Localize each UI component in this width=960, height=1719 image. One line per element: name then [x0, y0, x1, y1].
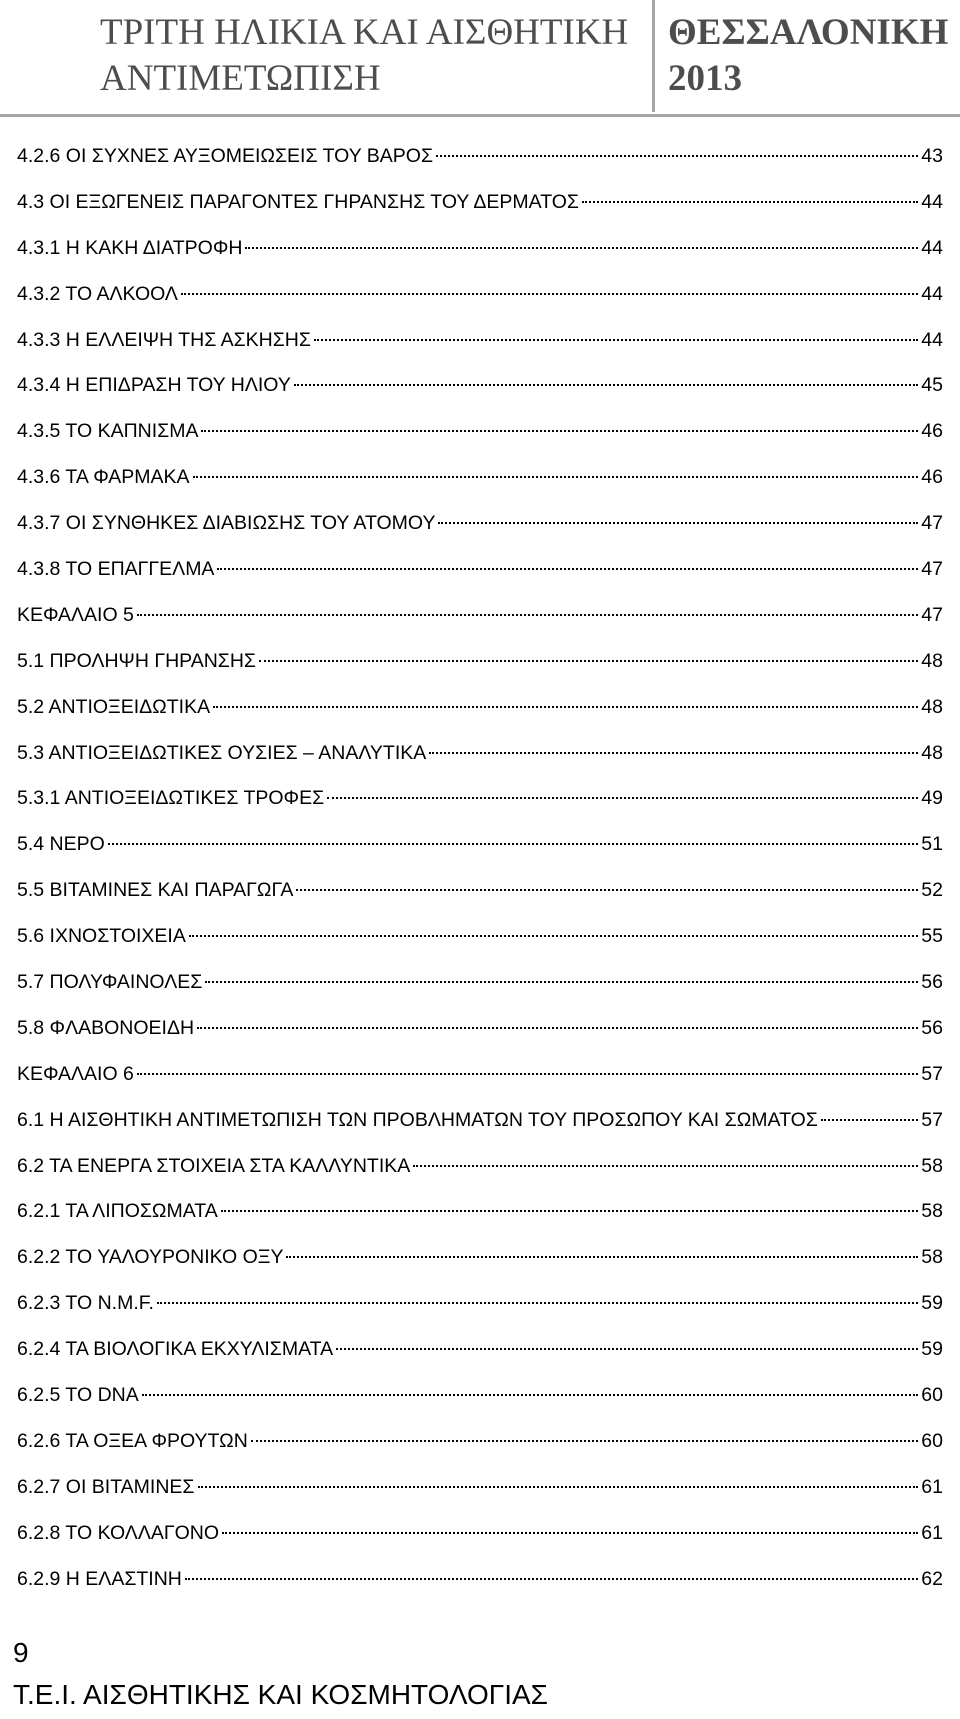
toc-dot-leader	[221, 1210, 919, 1212]
toc-dot-leader	[294, 384, 918, 386]
toc-entry[interactable]	[17, 1474, 943, 1520]
toc-entry-page: 60	[921, 1384, 943, 1407]
toc-dot-leader	[582, 201, 918, 203]
toc-entry[interactable]	[17, 740, 943, 786]
toc-entry-page: 48	[921, 649, 943, 672]
toc-entry-title: ΚΕΦΑΛΑΙΟ 5	[17, 603, 134, 626]
toc-entry-page: 47	[921, 512, 943, 535]
toc-entry-page: 44	[921, 190, 943, 213]
toc-entry-title: 4.3 ΟΙ ΕΞΩΓΕΝΕΙΣ ΠΑΡΑΓΟΝΤΕΣ ΓΗΡΑΝΣΗΣ ΤΟΥ ΔΕΡΜΑΤΟΣ	[17, 190, 579, 213]
toc-entry-title: 6.2.4 ΤΑ ΒΙΟΛΟΓΙΚΑ ΕΚΧΥΛΙΣΜΑΤΑ	[17, 1338, 334, 1361]
toc-entry-title: 5.4 ΝΕΡΟ	[17, 833, 105, 856]
toc-entry-page: 47	[921, 603, 943, 626]
toc-entry[interactable]	[17, 1061, 943, 1107]
toc-dot-leader	[436, 155, 918, 157]
header-year: 2013	[668, 58, 742, 99]
toc-entry-page: 58	[921, 1154, 943, 1177]
toc-entry[interactable]	[17, 1107, 943, 1153]
toc-entry-title: 5.1 ΠΡΟΛΗΨΗ ΓΗΡΑΝΣΗΣ	[17, 649, 256, 672]
toc-entry-page: 60	[921, 1429, 943, 1452]
toc-entry-page: 52	[921, 879, 943, 902]
toc-entry-title: 4.3.4 Η ΕΠΙΔΡΑΣΗ ΤΟΥ ΗΛΙΟΥ	[17, 374, 291, 397]
toc-entry-page: 61	[921, 1475, 943, 1498]
toc-entry-title: 5.5 ΒΙΤΑΜΙΝΕΣ ΚΑΙ ΠΑΡΑΓΩΓΑ	[17, 879, 294, 902]
toc-dot-leader	[189, 935, 918, 937]
page-header	[0, 0, 960, 118]
document-title-line-1: ΤΡΙΤΗ ΗΛΙΚΙΑ ΚΑΙ ΑΙΣΘΗΤΙΚΗ	[100, 12, 629, 53]
toc-entry[interactable]	[17, 464, 943, 510]
toc-entry[interactable]	[17, 1015, 943, 1061]
toc-entry-title: 4.3.1 Η ΚΑΚΗ ΔΙΑΤΡΟΦΗ	[17, 236, 243, 259]
toc-entry-page: 44	[921, 236, 943, 259]
toc-entry-page: 59	[921, 1338, 943, 1361]
toc-entry-title: 4.3.5 ΤΟ ΚΑΠΝΙΣΜΑ	[17, 420, 199, 443]
toc-entry-title: 5.3.1 ΑΝΤΙΟΞΕΙΔΩΤΙΚΕΣ ΤΡΟΦΕΣ	[17, 787, 325, 810]
toc-entry[interactable]	[17, 1520, 943, 1566]
footer-institution: Τ.Ε.Ι. ΑΙΣΘΗΤΙΚΗΣ ΚΑΙ ΚΟΣΜΗΤΟΛΟΓΙΑΣ	[13, 1679, 548, 1710]
toc-dot-leader	[413, 1165, 918, 1167]
toc-dot-leader	[142, 1394, 919, 1396]
toc-entry[interactable]	[17, 327, 943, 373]
table-of-contents	[17, 143, 943, 1612]
toc-dot-leader	[198, 1486, 919, 1488]
toc-entry-title: 6.2.9 Η ΕΛΑΣΤΙΝΗ	[17, 1567, 182, 1590]
toc-dot-leader	[327, 797, 918, 799]
toc-dot-leader	[314, 339, 918, 341]
toc-dot-leader	[286, 1256, 918, 1258]
toc-entry-title: 4.3.7 ΟΙ ΣΥΝΘΗΚΕΣ ΔΙΑΒΙΩΣΗΣ ΤΟΥ ΑΤΟΜΟΥ	[17, 512, 436, 535]
toc-entry-page: 55	[921, 925, 943, 948]
toc-entry[interactable]	[17, 1336, 943, 1382]
toc-dot-leader	[222, 1532, 918, 1534]
toc-dot-leader	[197, 1027, 918, 1029]
toc-entry-title: 6.2 ΤΑ ΕΝΕΡΓΑ ΣΤΟΙΧΕΙΑ ΣΤΑ ΚΑΛΛΥΝΤΙΚΑ	[17, 1154, 411, 1177]
toc-entry-page: 48	[921, 741, 943, 764]
toc-entry-page: 51	[921, 833, 943, 856]
toc-entry[interactable]	[17, 510, 943, 556]
toc-dot-leader	[181, 293, 918, 295]
toc-dot-leader	[213, 706, 918, 708]
document-title-line-2: ΑΝΤΙΜΕΤΩΠΙΣΗ	[100, 58, 381, 99]
toc-entry-page: 56	[921, 971, 943, 994]
toc-entry[interactable]	[17, 418, 943, 464]
toc-entry-title: 4.3.8 ΤΟ ΕΠΑΓΓΕΛΜΑ	[17, 558, 215, 581]
toc-entry-page: 44	[921, 328, 943, 351]
toc-entry-title: 4.3.3 Η ΕΛΛΕΙΨΗ ΤΗΣ ΑΣΚΗΣΗΣ	[17, 328, 311, 351]
toc-entry-page: 58	[921, 1246, 943, 1269]
toc-entry-page: 57	[921, 1062, 943, 1085]
toc-dot-leader	[336, 1348, 918, 1350]
toc-entry-title: ΚΕΦΑΛΑΙΟ 6	[17, 1062, 134, 1085]
toc-entry[interactable]	[17, 602, 943, 648]
toc-entry-title: 6.2.6 ΤΑ ΟΞΕΑ ΦΡΟΥΤΩΝ	[17, 1429, 248, 1452]
toc-dot-leader	[245, 247, 918, 249]
toc-entry[interactable]	[17, 1244, 943, 1290]
toc-entry[interactable]	[17, 1382, 943, 1428]
toc-entry[interactable]	[17, 189, 943, 235]
toc-entry[interactable]	[17, 1566, 943, 1612]
toc-dot-leader	[193, 476, 919, 478]
toc-entry-page: 45	[921, 374, 943, 397]
toc-entry-title: 6.2.7 ΟΙ ΒΙΤΑΜΙΝΕΣ	[17, 1475, 195, 1498]
toc-dot-leader	[438, 522, 918, 524]
toc-entry-title: 5.3 ΑΝΤΙΟΞΕΙΔΩΤΙΚΕΣ ΟΥΣΙΕΣ – ΑΝΑΛΥΤΙΚΑ	[17, 741, 427, 764]
toc-entry-page: 46	[921, 420, 943, 443]
toc-entry[interactable]	[17, 648, 943, 694]
toc-entry[interactable]	[17, 556, 943, 602]
toc-entry-title: 6.2.1 ΤΑ ΛΙΠΟΣΩΜΑΤΑ	[17, 1200, 218, 1223]
toc-entry-title: 6.2.8 ΤΟ ΚΟΛΛΑΓΟΝΟ	[17, 1521, 220, 1544]
toc-entry-title: 5.7 ΠΟΛΥΦΑΙΝΟΛΕΣ	[17, 971, 203, 994]
toc-dot-leader	[137, 614, 918, 616]
toc-dot-leader	[205, 981, 918, 983]
toc-entry-page: 49	[921, 787, 943, 810]
toc-entry-page: 58	[921, 1200, 943, 1223]
header-rule	[0, 114, 960, 117]
toc-entry-page: 48	[921, 695, 943, 718]
toc-entry[interactable]	[17, 1198, 943, 1244]
header-location-year	[668, 10, 958, 102]
toc-entry-page: 44	[921, 282, 943, 305]
toc-entry[interactable]	[17, 372, 943, 418]
toc-dot-leader	[217, 568, 918, 570]
toc-entry-page: 56	[921, 1016, 943, 1039]
toc-dot-leader	[821, 1119, 918, 1121]
toc-dot-leader	[259, 660, 918, 662]
toc-entry[interactable]	[17, 831, 943, 877]
toc-entry-page: 46	[921, 466, 943, 489]
toc-dot-leader	[429, 752, 918, 754]
toc-entry[interactable]	[17, 969, 943, 1015]
toc-entry-page: 57	[921, 1108, 943, 1131]
toc-entry[interactable]	[17, 694, 943, 740]
toc-entry-title: 5.2 ΑΝΤΙΟΞΕΙΔΩΤΙΚΑ	[17, 695, 211, 718]
toc-entry-title: 5.8 ΦΛΑΒΟΝΟΕΙΔΗ	[17, 1016, 195, 1039]
toc-entry-title: 6.2.3 ΤΟ Ν.Μ.F.	[17, 1292, 154, 1315]
toc-entry-title: 5.6 ΙΧΝΟΣΤΟΙΧΕΙΑ	[17, 925, 186, 948]
toc-entry-page: 62	[921, 1567, 943, 1590]
toc-entry-title: 4.3.2 ΤΟ ΑΛΚΟΟΛ	[17, 282, 178, 305]
toc-entry-title: 4.3.6 ΤΑ ΦΑΡΜΑΚΑ	[17, 466, 190, 489]
toc-entry[interactable]	[17, 785, 943, 831]
toc-entry[interactable]	[17, 1290, 943, 1336]
toc-entry-title: 6.2.2 ΤΟ ΥΑΛΟΥΡΟΝΙΚΟ ΟΞΥ	[17, 1246, 284, 1269]
toc-entry[interactable]	[17, 1428, 943, 1474]
toc-entry-page: 43	[921, 145, 943, 167]
toc-dot-leader	[251, 1440, 919, 1442]
toc-entry-title: 6.1 Η ΑΙΣΘΗΤΙΚΗ ΑΝΤΙΜΕΤΩΠΙΣΗ ΤΩΝ ΠΡΟΒΛΗΜΑΤΩΝ ΤΟΥ ΠΡΟΣΩΠΟΥ ΚΑΙ ΣΩΜΑΤΟΣ	[17, 1108, 818, 1131]
toc-dot-leader	[157, 1302, 918, 1304]
toc-entry[interactable]	[17, 877, 943, 923]
header-divider	[652, 0, 655, 112]
toc-dot-leader	[185, 1578, 918, 1580]
toc-dot-leader	[108, 843, 919, 845]
toc-entry-page: 61	[921, 1521, 943, 1544]
toc-entry[interactable]	[17, 143, 943, 189]
toc-entry-title: 4.2.6 ΟΙ ΣΥΧΝΕΣ ΑΥΞΟΜΕΙΩΣΕΙΣ ΤΟΥ ΒΑΡΟΣ	[17, 145, 434, 167]
header-city: ΘΕΣΣΑΛΟΝΙΚΗ	[668, 12, 949, 53]
toc-entry[interactable]	[17, 281, 943, 327]
toc-dot-leader	[201, 430, 918, 432]
toc-entry[interactable]	[17, 235, 943, 281]
toc-entry[interactable]	[17, 1153, 943, 1199]
toc-entry-page: 59	[921, 1292, 943, 1315]
toc-dot-leader	[137, 1073, 918, 1075]
page-number: 9	[13, 1637, 29, 1668]
toc-entry[interactable]	[17, 923, 943, 969]
document-title	[100, 10, 640, 102]
toc-entry-title: 6.2.5 ΤΟ DNA	[17, 1384, 139, 1407]
toc-entry-page: 47	[921, 558, 943, 581]
toc-dot-leader	[296, 889, 918, 891]
